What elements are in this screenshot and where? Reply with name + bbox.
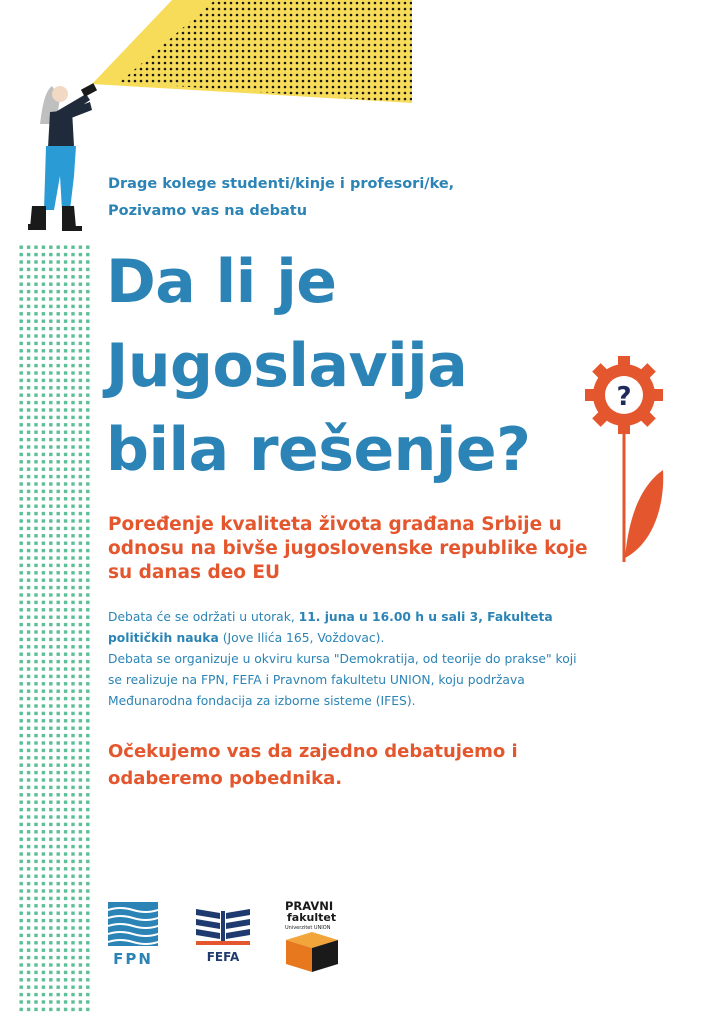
- legs: [44, 146, 76, 210]
- boot: [62, 206, 76, 228]
- subtitle-line-2: odnosu na bivše jugoslovenske republike koje: [108, 538, 588, 559]
- fpn-logo-text: FPN: [113, 950, 153, 966]
- closing-message: [108, 738, 578, 792]
- question-mark: ?: [616, 382, 632, 412]
- subtitle: [108, 513, 628, 585]
- head: [52, 86, 68, 102]
- event-details: [108, 607, 588, 649]
- page-title: [106, 240, 530, 492]
- boot: [62, 226, 82, 231]
- pravni-logo-line-3: Univerzitet UNION: [285, 925, 331, 931]
- subtitle-line-1: Poređenje kvaliteta života građana Srbije u: [108, 514, 562, 535]
- event-details-intro: Debata će se održati u utorak,: [108, 610, 299, 624]
- fefa-logo-text: FEFA: [206, 950, 240, 964]
- event-address: (Jove Ilića 165, Voždovac).: [218, 631, 385, 645]
- closing-line-1: Očekujemo vas da zajedno debatujemo i: [108, 741, 518, 762]
- title-line-2: Jugoslavija: [106, 331, 468, 401]
- title-line-3: bila rešenje?: [106, 415, 531, 485]
- boot: [28, 224, 46, 230]
- event-time-place: 11. juna u 16.00 h u sali 3, Fakulteta političkih nauka: [108, 610, 553, 645]
- fefa-logo: [192, 905, 254, 965]
- event-info: [108, 607, 588, 712]
- subtitle-line-3: su danas deo EU: [108, 562, 281, 583]
- pravni-fakultet-logo: [282, 898, 344, 974]
- pravni-logo-line-1: PRAVNI: [285, 899, 334, 913]
- flower-leaf: [625, 470, 663, 558]
- closing-line-2: odaberemo pobednika.: [108, 768, 343, 789]
- dotted-column: [18, 244, 92, 1014]
- title-line-1: Da li je: [106, 247, 337, 317]
- flashlight: [81, 83, 97, 97]
- fpn-logo: [108, 902, 158, 966]
- greeting-line-1: Drage kolege studenti/kinje i profesori/ke,: [108, 176, 455, 192]
- event-organization: Debata se organizuje u okviru kursa "Demokratija, od teorije do prakse" koji se realizuje na FPN, FEFA i Pravnom fakultetu UNION, koju podržava Međunarodna fondacija za izborne sisteme (IFES).: [108, 652, 577, 708]
- greeting-line-2: Pozivamo vas na debatu: [108, 203, 308, 219]
- pravni-logo-line-2: fakultet: [287, 911, 337, 924]
